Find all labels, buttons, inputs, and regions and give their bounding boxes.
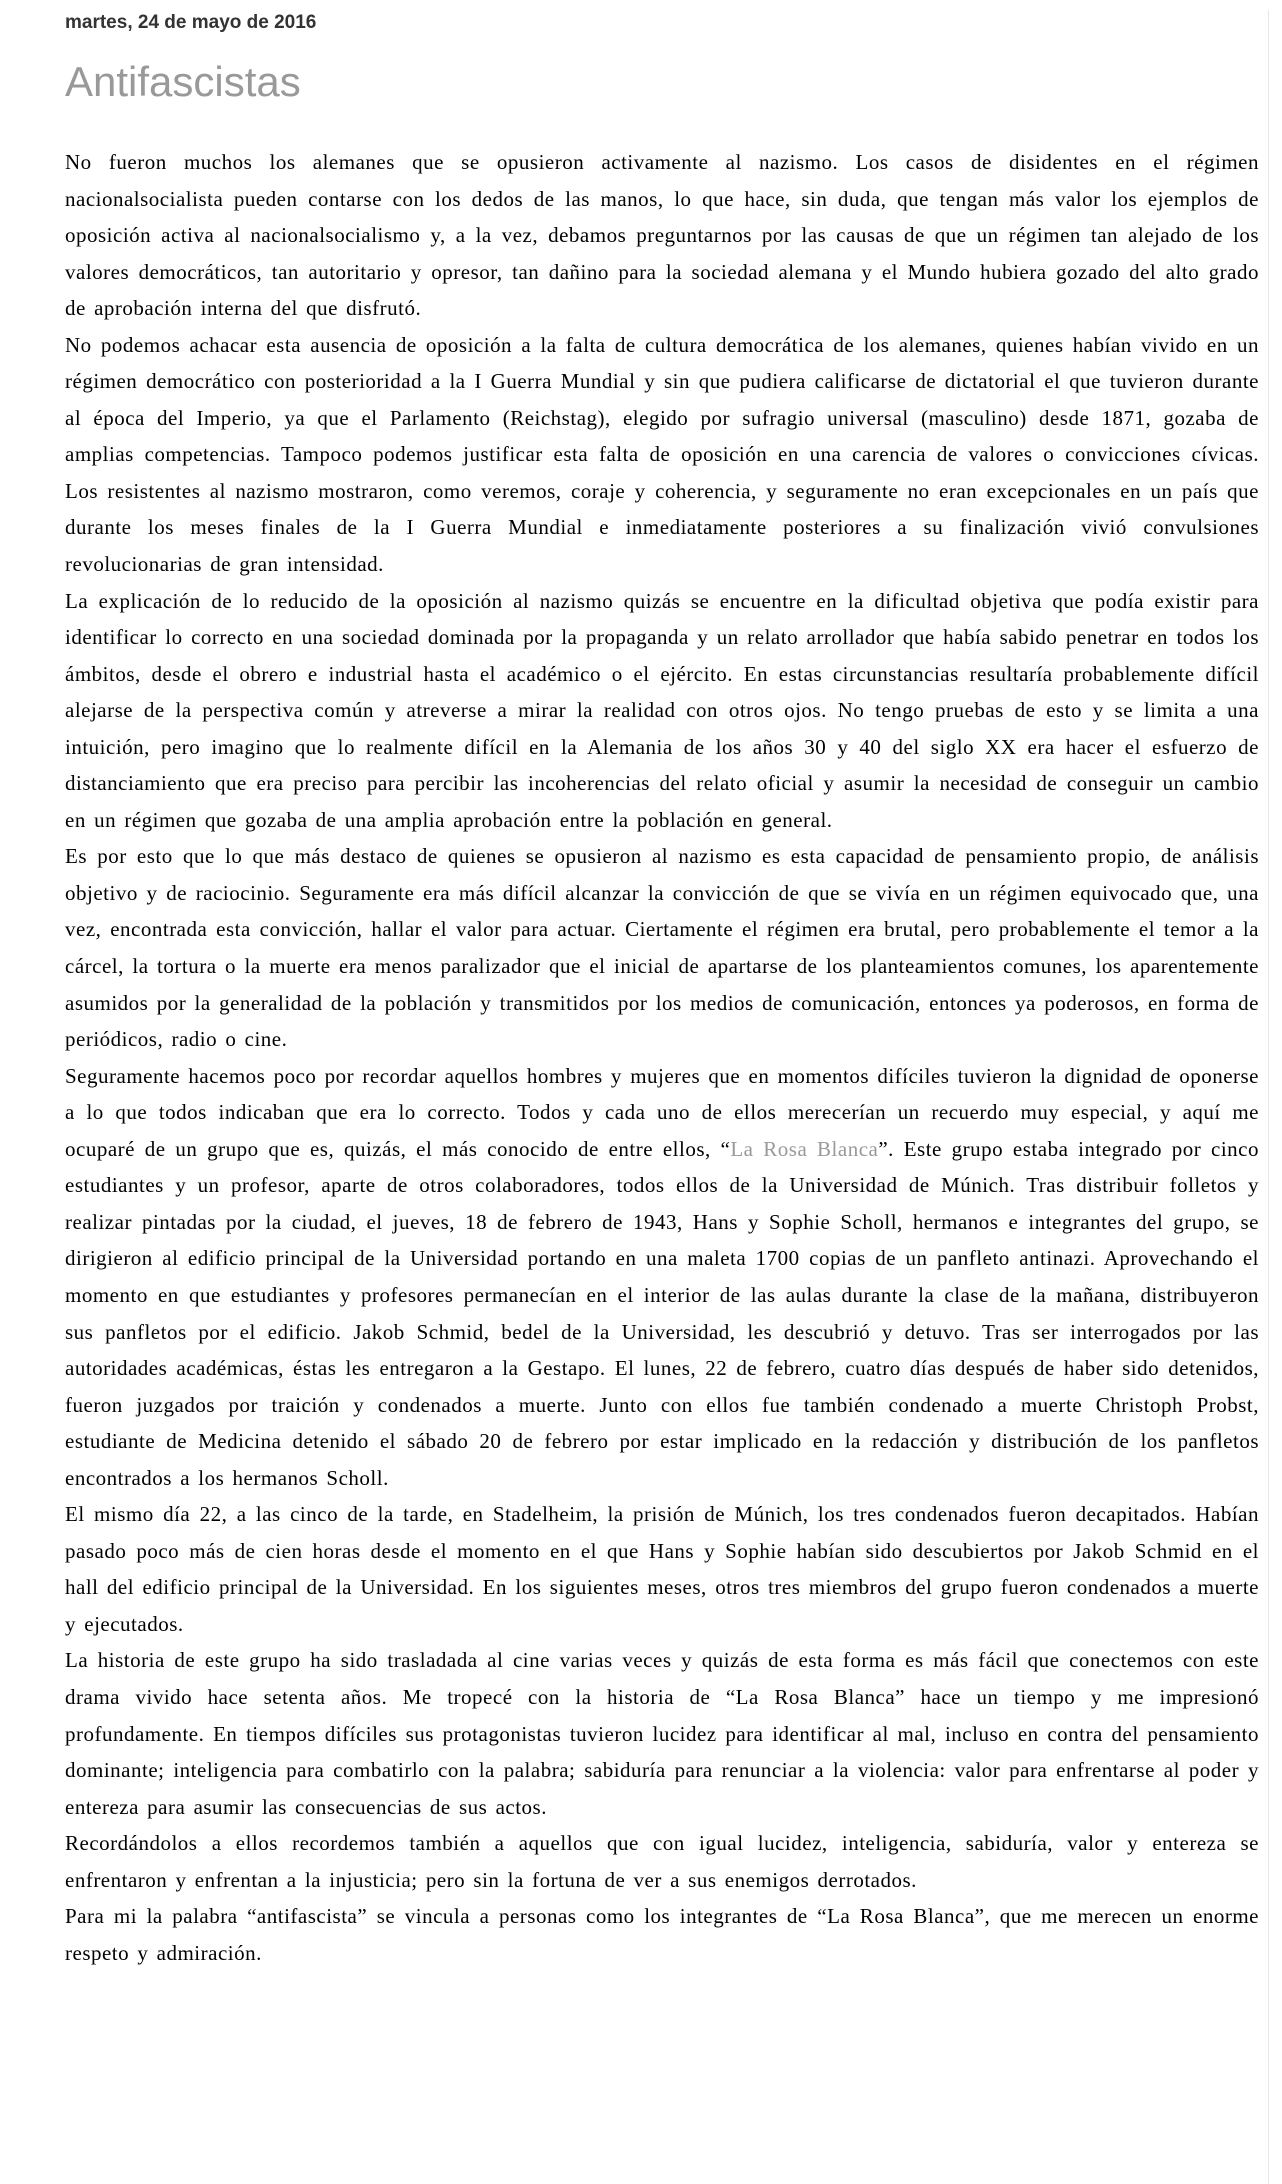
post-date-header: martes, 24 de mayo de 2016 [65,12,317,33]
paragraph: Recordándolos a ellos recordemos también a aquellos que con igual lucidez, inteligencia, sabiduría, valor y entereza se enfrentaron y enfrentan a la injusticia; pero sin la fortuna de ver a sus enemigos derrotados. [65,1831,1259,1892]
la-rosa-blanca-link[interactable]: La Rosa Blanca [730,1136,879,1161]
post-body [65,144,1259,1971]
blog-post [65,0,1259,1971]
paragraph: El mismo día 22, a las cinco de la tarde, en Stadelheim, la prisión de Múnich, los tres condenados fueron decapitados. Habían pasado poco más de cien horas desde el momento en el que Hans y Sophie habían sido descubiertos por Jakob Schmid en el hall del edificio principal de la Universidad. En los siguientes meses, otros tres miembros del grupo fueron condenados a muerte y ejecutados. [65,1502,1259,1636]
paragraph-text: ”. Este grupo estaba integrado por cinco estudiantes y un profesor, aparte de otros colaboradores, todos ellos de la Universidad de Múnich. Tras distribuir folletos y realizar pintadas por la ciudad, el jueves, 18 de febrero de 1943, Hans y Sophie Scholl, hermanos e integrantes del grupo, se dirigieron al edificio principal de la Universidad portando en una maleta 1700 copias de un panfleto antinazi. Aprovechando el momento en que estudiantes y profesores permanecían en el interior de las aulas durante la clase de la mañana, distribuyeron sus panfletos por el edificio. Jakob Schmid, bedel de la Universidad, les descubrió y detuvo. Tras ser interrogados por las autoridades académicas, éstas les entregaron a la Gestapo. El lunes, 22 de febrero, cuatro días después de haber sido detenidos, fueron juzgados por traición y condenados a muerte. Junto con ellos fue también condenado a muerte Christoph Probst, estudiante de Medicina detenido el sábado 20 de febrero por estar implicado en la redacción y distribución de los panfletos encontrados a los hermanos Scholl. [65,1136,1259,1490]
paragraph: La explicación de lo reducido de la oposición al nazismo quizás se encuentre en la dificultad objetiva que podía existir para identificar lo correcto en una sociedad dominada por la propaganda y un relato arrollador que había sabido penetrar en todos los ámbitos, desde el obrero e industrial hasta el académico o el ejército. En estas circunstancias resultaría probablemente difícil alejarse de la perspectiva común y atreverse a mirar la realidad con otros ojos. No tengo pruebas de esto y se limita a una intuición, pero imagino que lo realmente difícil en la Alemania de los años 30 y 40 del siglo XX era hacer el esfuerzo de distanciamiento que era preciso para percibir las incoherencias del relato oficial y asumir la necesidad de conseguir un cambio en un régimen que gozaba de una amplia aprobación entre la población en general. [65,588,1259,832]
paragraph: No fueron muchos los alemanes que se opusieron activamente al nazismo. Los casos de disidentes en el régimen nacionalsocialista pueden contarse con los dedos de las manos, lo que hace, sin duda, que tengan más valor los ejemplos de oposición activa al nacionalsocialismo y, a la vez, debamos preguntarnos por las causas de que un régimen tan alejado de los valores democráticos, tan autoritario y opresor, tan dañino para la sociedad alemana y el Mundo hubiera gozado del alto grado de aprobación interna del que disfrutó. [65,150,1259,321]
paragraph: La historia de este grupo ha sido trasladada al cine varias veces y quizás de esta forma es más fácil que conectemos con este drama vivido hace setenta años. Me tropecé con la historia de “La Rosa Blanca” hace un tiempo y me impresionó profundamente. En tiempos difíciles sus protagonistas tuvieron lucidez para identificar al mal, incluso en contra del pensamiento dominante; inteligencia para combatirlo con la palabra; sabiduría para renunciar a la violencia: valor para enfrentarse al poder y entereza para asumir las consecuencias de sus actos. [65,1648,1259,1819]
post-title-link[interactable]: Antifascistas [65,58,301,105]
content-sidebar-divider [1268,10,1269,2184]
paragraph: No podemos achacar esta ausencia de oposición a la falta de cultura democrática de los alemanes, quienes habían vivido en un régimen democrático con posterioridad a la I Guerra Mundial y sin que pudiera calificarse de dictatorial el que tuvieron durante al época del Imperio, ya que el Parlamento (Reichstag), elegido por sufragio universal (masculino) desde 1871, gozaba de amplias competencias. Tampoco podemos justificar esta falta de oposición en una carencia de valores o convicciones cívicas. Los resistentes al nazismo mostraron, como veremos, coraje y coherencia, y seguramente no eran excepcionales en un país que durante los meses finales de la I Guerra Mundial e inmediatamente posteriores a su finalización vivió convulsiones revolucionarias de gran intensidad. [65,332,1259,577]
paragraph: Para mi la palabra “antifascista” se vincula a personas como los integrantes de “La Rosa Blanca”, que me merecen un enorme respeto y admiración. [65,1904,1259,1965]
paragraph-text: Seguramente hacemos poco por recordar aquellos hombres y mujeres que en momentos difíciles tuvieron la dignidad de oponerse a lo que todos indicaban que era lo correcto. Todos y cada uno de ellos merecerían un recuerdo muy especial, y aquí me ocuparé de un grupo que es, quizás, el más conocido de entre ellos, “ [65,1063,1259,1161]
paragraph [65,1058,1259,1497]
paragraph: Es por esto que lo que más destaco de quienes se opusieron al nazismo es esta capacidad de pensamiento propio, de análisis objetivo y de raciocinio. Seguramente era más difícil alcanzar la convicción de que se vivía en un régimen equivocado que, una vez, encontrada esta convicción, hallar el valor para actuar. Ciertamente el régimen era brutal, pero probablemente el temor a la cárcel, la tortura o la muerte era menos paralizador que el inicial de apartarse de los planteamientos comunes, los aparentemente asumidos por la generalidad de la población y transmitidos por los medios de comunicación, entonces ya poderosos, en forma de periódicos, radio o cine. [65,844,1259,1052]
